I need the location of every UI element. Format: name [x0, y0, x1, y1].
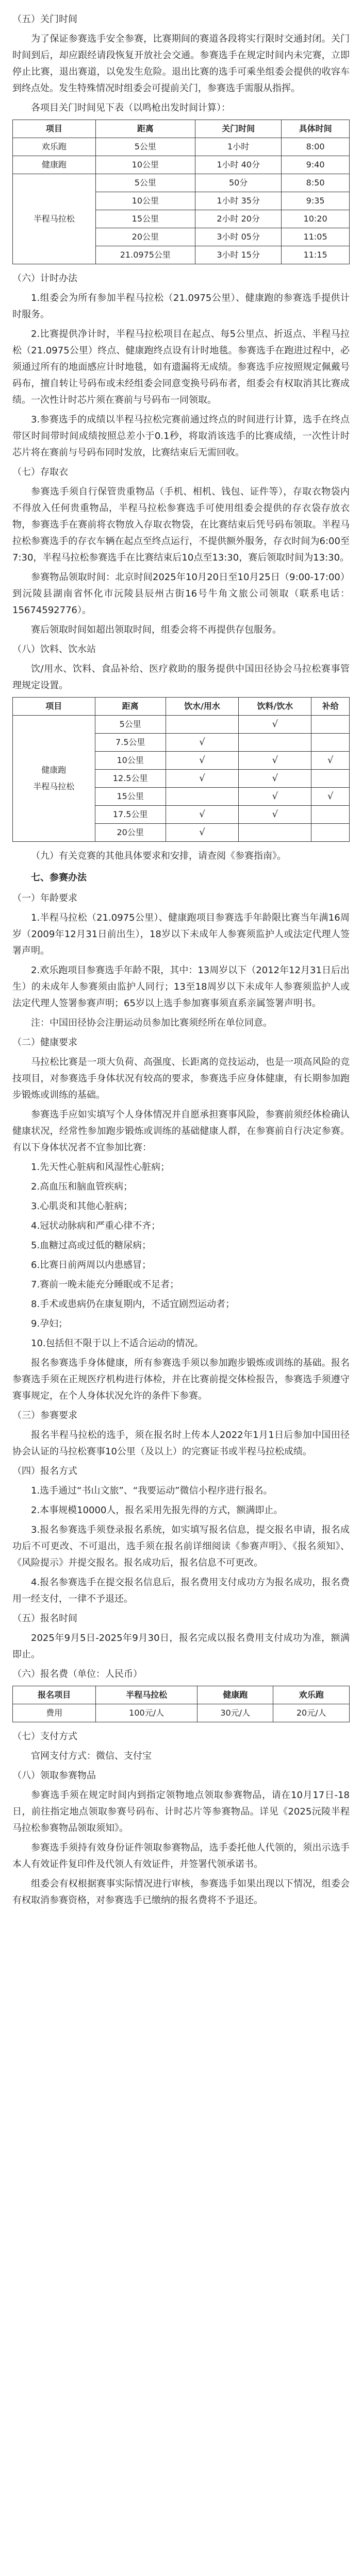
table-cell: 10公里	[95, 752, 166, 770]
check-mark	[166, 716, 238, 734]
table-cell-merged: 半程马拉松	[13, 174, 96, 264]
list-item: 1.先天性心脏病和风湿性心脏病；	[31, 1162, 170, 1173]
check-mark	[311, 806, 350, 824]
table-header-cell: 报名项目	[13, 1686, 96, 1704]
table-header-cell: 关门时间	[195, 120, 282, 138]
check-mark	[311, 770, 350, 788]
participation-requirement-heading: （三）参赛要求	[12, 1410, 77, 1421]
storage-paragraph-2: 参赛物品领取时间：北京时间2025年10月20日至10月25日（9:00-17:00）到沅陵县湖南省怀化市沅陵县辰州古街16号牛角文旅公司领取（联系电话：15674592776）。	[12, 572, 350, 616]
participation-paragraph: 报名半程马拉松的选手，须在报名时上传本人2022年1月1日后参加中国田径协会认证的马拉松赛事10公里（及以上）的完赛证书或半程马拉松成绩。	[12, 1430, 350, 1457]
table-cell: 8:50	[282, 174, 350, 192]
table-cell: 20公里	[95, 824, 166, 842]
registration-method-4: 4.报名参赛选手在提交报名信息后，报名费用支付成功方为报名成功，报名费用一经支付，一律不予退还。	[12, 1577, 350, 1604]
table-cell: 21.0975公里	[95, 246, 195, 264]
table-cell: 100元/人	[96, 1704, 198, 1722]
check-mark: √	[166, 752, 238, 770]
table-cell: 1小时 40分	[195, 156, 282, 174]
table-cell-merged	[13, 716, 95, 842]
table-header-cell: 具体时间	[282, 120, 350, 138]
check-mark	[311, 716, 350, 734]
table-header-cell: 距离	[95, 120, 195, 138]
table-cell: 2小时 20分	[195, 210, 282, 228]
check-mark: √	[239, 770, 311, 788]
check-mark	[239, 734, 311, 752]
table-cell: 10公里	[95, 192, 195, 210]
registration-fee-table	[12, 1686, 350, 1722]
registration-time-heading: （五）报名时间	[12, 1613, 77, 1624]
age-paragraph-1: 1.半程马拉松（21.0975公里）、健康跑项目参赛选手年龄限比赛当年满16周岁（2009年12月31日前出生），18岁以下未成年人参赛须监护人或法定代理人签署声明。	[12, 912, 350, 956]
timing-paragraph-3: 3.参赛选手的成绩以半程马拉松完赛前通过终点的时间进行计算，选手在终点带区时间带时间成绩按照总差小于0.1秒，将取消该选手的比赛成绩，一次性计时芯片将在赛前与号码布同时发放，比赛结束后无需回收。	[12, 414, 350, 458]
table-cell: 5公里	[95, 138, 195, 156]
check-mark	[239, 824, 311, 842]
other-requirements-note: （九）有关竞赛的其他具体要求和安排，请查阅《参赛指南》。	[31, 851, 286, 861]
table-cell: 50分	[195, 174, 282, 192]
table-row	[13, 156, 350, 174]
table-cell: 1小时 35分	[195, 192, 282, 210]
list-item: 5.血糖过高或过低的糖尿病；	[31, 1240, 152, 1251]
registration-method-3: 3.报名参赛选手须登录报名系统，如实填写报名信息，提交报名申请，报名成功后不可更改、不可退出，选手须在报名前详细阅读《参赛声明》、《报名须知》、《风险提示》并提交报名。报名成功后，报名信息不可更改。	[12, 1524, 350, 1568]
table-cell: 5公里	[95, 716, 166, 734]
table-header-cell: 欢乐跑	[273, 1686, 350, 1704]
table-cell: 30元/人	[197, 1704, 273, 1722]
registration-method-heading: （四）报名方式	[12, 1466, 77, 1477]
table-cell: 5公里	[95, 174, 195, 192]
table-row	[13, 138, 350, 156]
check-mark: √	[166, 806, 238, 824]
project-label-half: 半程马拉松	[33, 782, 75, 791]
registration-fee-heading: （六）报名费（单位：人民币）	[12, 1669, 142, 1680]
list-item: 8.手术或患病仍在康复期内，不适宜剧烈运动者；	[31, 1299, 235, 1310]
project-label-health: 健康跑	[41, 765, 67, 775]
table-header-row	[13, 1686, 350, 1704]
timing-paragraph-1: 1.组委会为所有参加半程马拉松（21.0975公里）、健康跑的参赛选手提供计时服务。	[12, 293, 350, 320]
table-cell: 10公里	[95, 156, 195, 174]
table-header-row	[13, 120, 350, 138]
table-cell: 8:00	[282, 138, 350, 156]
section-storage-heading: （七）存取衣	[12, 467, 68, 478]
section-closing-time-heading: （五）关门时间	[12, 14, 77, 25]
check-mark: √	[311, 752, 350, 770]
closing-time-table-caption: 各项目关门时间见下表（以鸣枪出发时间计算）：	[31, 103, 231, 113]
table-cell: 12.5公里	[95, 770, 166, 788]
age-note: 注：中国田径协会注册运动员参加比赛须经所在单位同意。	[31, 1018, 272, 1028]
table-cell: 20元/人	[273, 1704, 350, 1722]
kit-pickup-heading: （八）领取参赛物品	[12, 1770, 96, 1781]
section-participation-heading: 七、参赛办法	[31, 872, 87, 883]
list-item: 7.赛前一晚未能充分睡眠或不足者；	[31, 1279, 179, 1290]
health-paragraph-3: 报名参赛选手身体健康，所有参赛选手须以参加跑步锻炼或训练的基础。报名参赛选手须在正规医疗机构进行体检，并在比赛前提交体检报告，参赛选手须遵守赛事规定，在个人身体状况允许的条件下参赛。	[12, 1358, 350, 1401]
table-cell: 费用	[13, 1704, 96, 1722]
table-header-cell: 饮水/用水	[166, 698, 238, 716]
table-header-cell: 补给	[311, 698, 350, 716]
table-header-cell: 半程马拉松	[96, 1686, 198, 1704]
table-cell: 9:40	[282, 156, 350, 174]
check-mark: √	[166, 824, 238, 842]
table-cell: 3小时 15分	[195, 246, 282, 264]
table-header-cell: 项目	[13, 698, 95, 716]
table-cell: 15公里	[95, 210, 195, 228]
age-paragraph-2: 2.欢乐跑项目参赛选手年龄不限，其中：13周岁以下（2012年12月31日后出生）的未成年人参赛须由监护人同行；13至18周岁以下未成年人参赛须监护人或法定代理人签署参赛声明；65岁以上选手参加赛事须直系亲属签署声明书。	[12, 965, 350, 1009]
table-cell: 20公里	[95, 228, 195, 246]
table-row	[13, 1704, 350, 1722]
closing-time-table	[12, 120, 350, 264]
registration-method-2: 2.本事规模10000人，报名采用先报先得的方式，额满即止。	[31, 1505, 283, 1516]
table-header-cell: 健康跑	[197, 1686, 273, 1704]
section-drink-station-heading: （八）饮料、饮水站	[12, 644, 96, 655]
check-mark: √	[166, 734, 238, 752]
check-mark: √	[239, 806, 311, 824]
check-mark: √	[239, 752, 311, 770]
table-cell: 15公里	[95, 788, 166, 806]
check-mark: √	[166, 770, 238, 788]
age-requirement-heading: （一）年龄要求	[12, 893, 77, 904]
health-requirement-heading: （二）健康要求	[12, 1037, 77, 1048]
list-item: 6.比赛日前两周以内患感冒；	[31, 1260, 152, 1270]
registration-time-paragraph: 2025年9月5日-2025年9月30日，报名完成以报名费用支付成功为准，额满即止。	[12, 1633, 350, 1660]
kit-pickup-paragraph-1: 参赛选手须在规定时间内到指定领物地点领取参赛物品，请在10月17日-18日，前往指定地点领取参赛号码布、计时芯片等参赛物品。详见《2025沅陵半程马拉松参赛物品领取须知》。	[12, 1790, 350, 1834]
check-mark: √	[239, 788, 311, 806]
check-mark	[166, 788, 238, 806]
check-mark: √	[311, 788, 350, 806]
timing-paragraph-2: 2.比赛提供净计时，半程马拉松项目在起点、每5公里点、折返点、半程马拉松（21.0975公里）终点、健康跑终点设有计时地毯。参赛选手在跑进过程中，必须通过所有的地面感应计时地毯，如有遗漏将无成绩。参赛选手应按照规定佩戴号码布，擅自转让号码布或未经组委会同意变换号码布者，组委会有权取消其比赛成绩。一次性计时芯片须在赛前与号码布一同领取。	[12, 329, 350, 405]
list-item: 3.心肌炎和其他心脏病；	[31, 1201, 133, 1212]
health-paragraph-1: 马拉松比赛是一项大负荷、高强度、长距离的竞技运动，也是一项高风险的竞技项目，对参赛选手身体状况有较高的要求，参赛选手应身体健康，有长期参加跑步锻炼或训练的基础。	[12, 1057, 350, 1100]
table-cell: 7.5公里	[95, 734, 166, 752]
list-item: 9.孕妇；	[31, 1318, 68, 1329]
health-paragraph-2: 参赛选手应如实填写个人身体情况并自愿承担赛事风险，参赛前须经体检确认健康状况，经常性参加跑步锻炼或训练的基础健康人群，在参赛前自行决定参赛。有以下身体状况者不宜参加比赛：	[12, 1109, 350, 1153]
storage-paragraph-1: 参赛选手须自行保管贵重物品（手机、相机、钱包、证件等），存取衣物袋内不得放入任何贵重物品，半程马拉松参赛选手可使用组委会提供的存衣袋存放衣物，参赛选手在赛前将衣物放入存取衣物袋，在比赛结束后凭号码布领取。半程马拉松参赛选手的存衣车辆在起点至终点运行，不提供额外服务，存衣时间为6:00至7:30，半程马拉松参赛选手在比赛结束后10点至13:30，赛后领取时间为13:30。	[12, 486, 350, 563]
list-item: 2.高血压和脑血管疾病；	[31, 1181, 133, 1192]
table-header-cell: 距离	[95, 698, 166, 716]
table-header-cell: 项目	[13, 120, 96, 138]
table-header-cell: 饮料/饮水	[239, 698, 311, 716]
table-cell: 9:35	[282, 192, 350, 210]
table-cell: 1小时	[195, 138, 282, 156]
table-cell: 欢乐跑	[13, 138, 96, 156]
table-cell: 健康跑	[13, 156, 96, 174]
drink-station-paragraph: 饮/用水、饮料、食品补给、医疗救助的服务提供中国田径协会马拉松赛事管理规定设置。	[12, 664, 350, 691]
table-cell: 11:05	[282, 228, 350, 246]
table-cell: 17.5公里	[95, 806, 166, 824]
check-mark	[311, 734, 350, 752]
table-row	[13, 174, 350, 192]
closing-time-paragraph: 为了保证参赛选手安全参赛，比赛期间的赛道各段将实行限时交通封闭。关门时间到后，却应跟经请段恢复开放社会交通。参赛选手在规定时间内未完赛，立即停止比赛，退出赛道，以免发生危险。退出比赛的选手可乘坐组委会提供的收容车到终点处。发生特殊情况时组委会可提前关门，参赛选手需服从指挥。	[12, 33, 350, 94]
list-item: 10.包括但不限于以上不适合运动的情况。	[31, 1338, 204, 1349]
payment-method-heading: （七）支付方式	[12, 1731, 77, 1742]
list-item: 4.冠状动脉病和严重心律不齐；	[31, 1221, 161, 1231]
table-cell: 3小时 05分	[195, 228, 282, 246]
payment-method-paragraph: 官网支付方式：微信、支付宝	[31, 1751, 152, 1761]
check-mark: √	[239, 716, 311, 734]
section-timing-heading: （六）计时办法	[12, 273, 77, 284]
storage-paragraph-3: 赛后领取时间如超出领取时间，组委会将不再提供存包服务。	[31, 624, 282, 635]
registration-method-1: 1.选手通过“书山文旅”、“我要运动”微信小程序进行报名。	[31, 1485, 273, 1496]
drink-station-table	[12, 697, 350, 842]
kit-pickup-paragraph-2: 参赛选手须持有效身份证件领取参赛物品，选手委托他人代领的，须出示选手本人有效证件复印件及代领人有效证件，并签署代领承诺书。	[12, 1842, 350, 1870]
kit-pickup-paragraph-3: 组委会有权根据赛事实际情况进行审核，参赛选手如果出现以下情况，组委会有权取消参赛资格，对参赛选手已缴纳的报名费将不予退还。	[12, 1878, 350, 1906]
table-cell: 10:20	[282, 210, 350, 228]
table-row	[13, 716, 350, 734]
table-cell: 11:15	[282, 246, 350, 264]
check-mark	[311, 824, 350, 842]
table-header-row	[13, 698, 350, 716]
